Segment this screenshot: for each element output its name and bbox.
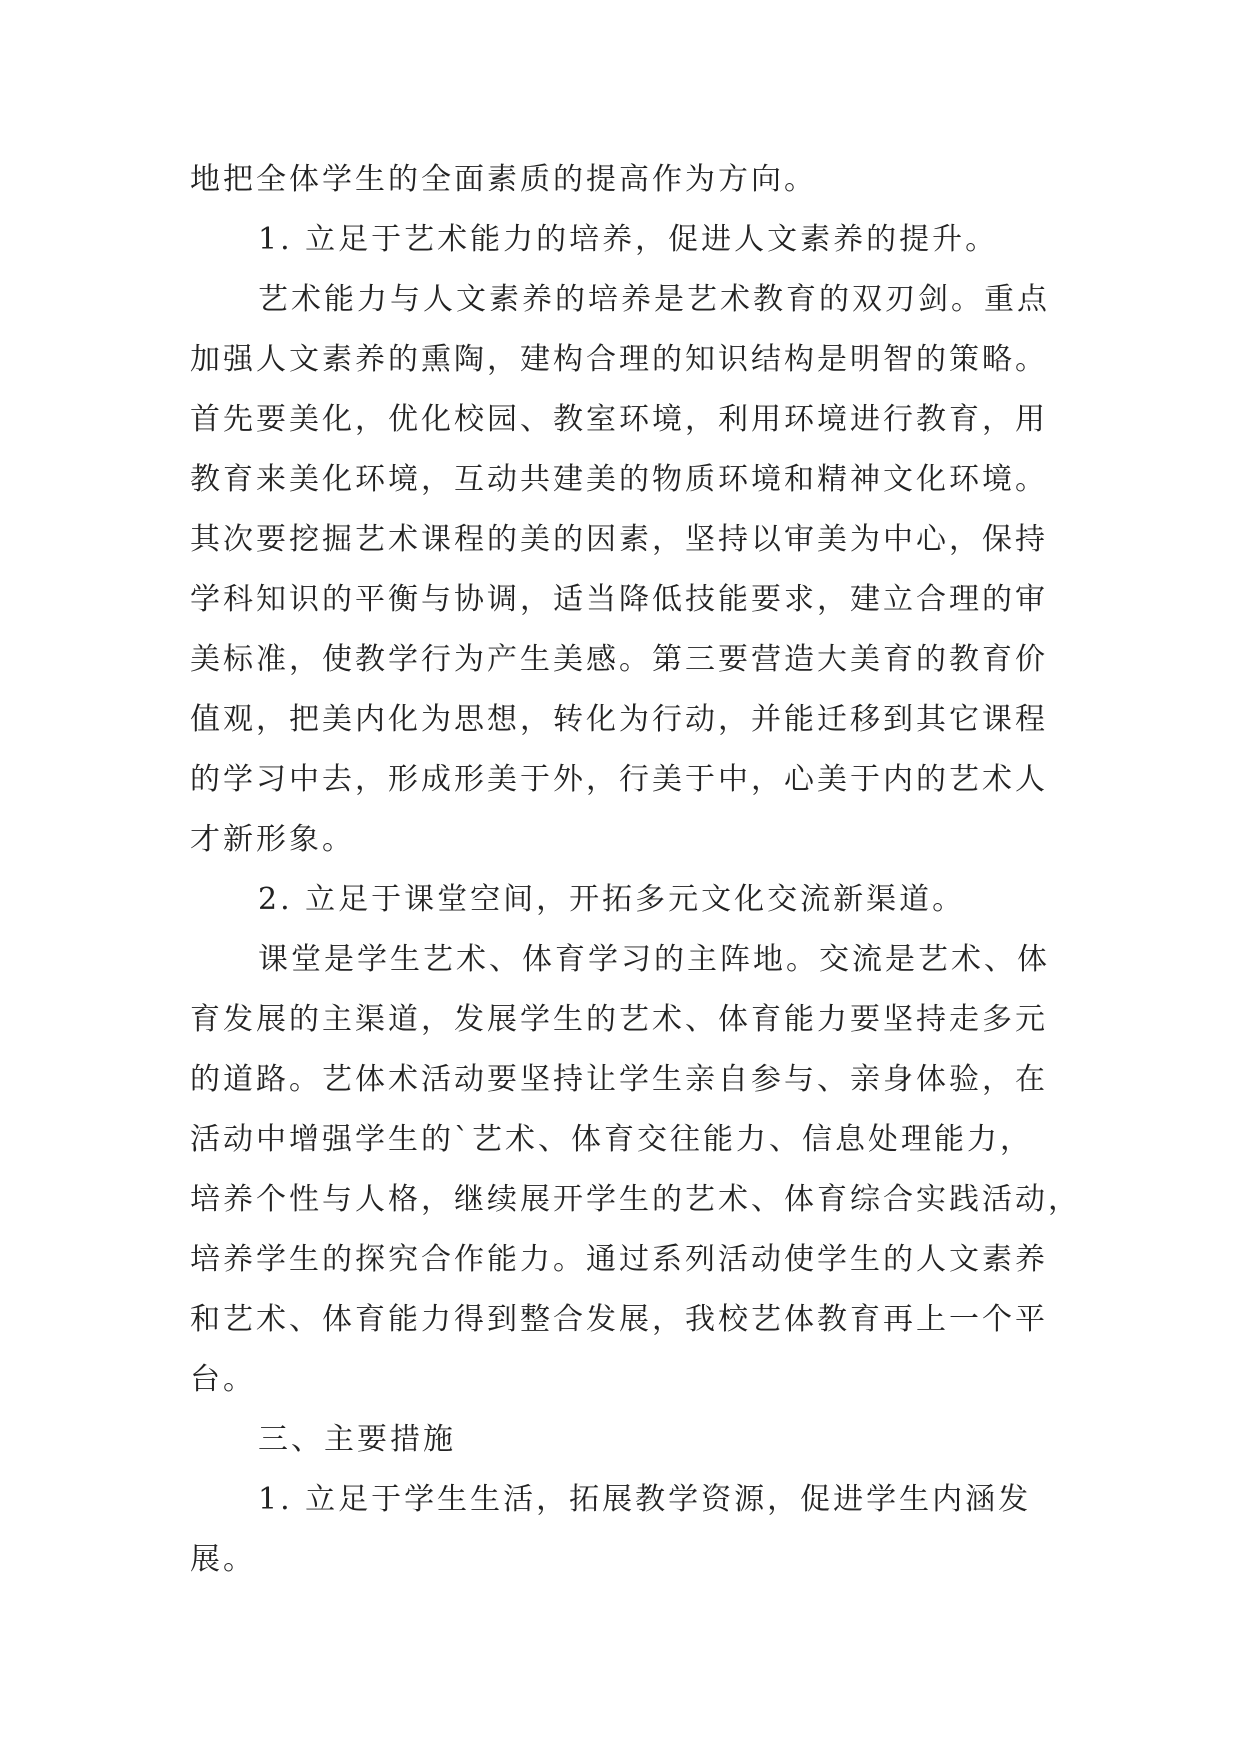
- text-line: 其次要挖掘艺术课程的美的因素，坚持以审美为中心，保持: [190, 522, 1048, 557]
- text-line: 地把全体学生的全面素质的提高作为方向。: [190, 162, 817, 197]
- text-line: 的学习中去，形成形美于外，行美于中，心美于内的艺术人: [190, 762, 1048, 797]
- text-line: 值观，把美内化为思想，转化为行动，并能迁移到其它课程: [190, 702, 1048, 737]
- text-line: 培养个性与人格，继续展开学生的艺术、体育综合实践活动，: [190, 1182, 1081, 1217]
- text-line: 课堂是学生艺术、体育学习的主阵地。交流是艺术、体: [258, 942, 1050, 977]
- text-line: 学科知识的平衡与协调，适当降低技能要求，建立合理的审: [190, 582, 1048, 617]
- text-line: 培养学生的探究合作能力。通过系列活动使学生的人文素养: [190, 1242, 1048, 1277]
- text-line: 首先要美化，优化校园、教室环境，利用环境进行教育，用: [190, 402, 1048, 437]
- text-line: 台。: [190, 1362, 256, 1397]
- text-line: 和艺术、体育能力得到整合发展，我校艺体教育再上一个平: [190, 1302, 1048, 1337]
- text-line: 的道路。艺体术活动要坚持让学生亲自参与、亲身体验，在: [190, 1062, 1048, 1097]
- text-line: 育发展的主渠道，发展学生的艺术、体育能力要坚持走多元: [190, 1002, 1048, 1037]
- text-line: 2. 立足于课堂空间，开拓多元文化交流新渠道。: [258, 882, 966, 917]
- text-line: 展。: [190, 1542, 256, 1577]
- text-line: 才新形象。: [190, 822, 355, 857]
- text-line: 美标准，使教学行为产生美感。第三要营造大美育的教育价: [190, 642, 1048, 677]
- text-line: 1. 立足于学生生活，拓展教学资源，促进学生内涵发: [258, 1482, 1032, 1517]
- text-line: 三、主要措施: [258, 1422, 456, 1457]
- text-line: 教育来美化环境，互动共建美的物质环境和精神文化环境。: [190, 462, 1048, 497]
- text-line: 1. 立足于艺术能力的培养，促进人文素养的提升。: [258, 222, 999, 257]
- body-text: [190, 150, 1081, 1590]
- text-line: 艺术能力与人文素养的培养是艺术教育的双刃剑。重点: [258, 282, 1050, 317]
- text-line: 加强人文素养的熏陶，建构合理的知识结构是明智的策略。: [190, 342, 1048, 377]
- text-line: 活动中增强学生的`艺术、体育交往能力、信息处理能力，: [190, 1122, 1033, 1157]
